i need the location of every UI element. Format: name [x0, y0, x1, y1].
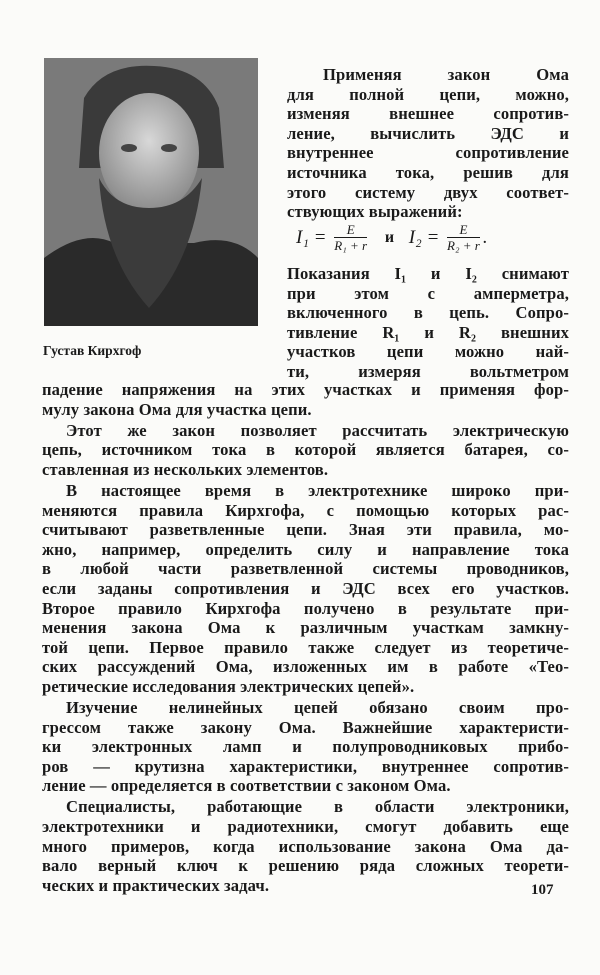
text-line: ческих и практических задач. [42, 875, 270, 895]
numerator-2: E [447, 222, 480, 238]
denominator-2: R₂ + r [447, 238, 480, 253]
fraction-1 [334, 222, 367, 254]
formula-conjunction: и [384, 229, 395, 246]
paragraph [42, 698, 569, 796]
formula-lhs-1: I₁ = [296, 227, 327, 248]
text-line: много примеров, когда использование закона Ома да- [42, 836, 569, 856]
text-line: ки электронных ламп и полупроводниковых прибо- [42, 737, 569, 757]
text-line: тивление R₁ и R₂ внешних [287, 322, 569, 342]
text-line: этого систему двух соответ- [287, 182, 569, 202]
text-line: внутреннее сопротивление [287, 143, 569, 163]
text-line: в любой части разветвленной системы проводников, [42, 559, 569, 579]
text-line: Показания I₁ и I₂ снимают [287, 264, 569, 283]
text-line: жно, например, определить силу и направление тока [42, 539, 569, 559]
right-column-text [287, 65, 569, 222]
denominator-1: R₁ + r [334, 238, 368, 253]
text-line: ление, вычислить ЭДС и [287, 123, 569, 143]
text-line: ставленная из нескольких элементов. [42, 459, 329, 479]
text-line: цепь, источником тока в которой является батарея, со- [42, 440, 569, 460]
text-line: менения закона Ома к различным участкам замкну- [42, 618, 569, 638]
text-line: считывают разветвленные цепи. Зная эти правила, мо- [42, 520, 569, 540]
text-line: ских рассуждений Ома, изложенных им в работе «Тео- [42, 657, 569, 677]
text-line: участков цепи можно най- [287, 342, 569, 362]
portrait-illustration [44, 58, 258, 326]
numerator-1: E [334, 222, 367, 238]
paragraph [42, 421, 569, 480]
text-line: грессом также закону Ома. Важнейшие характеристи- [42, 717, 569, 737]
text-line: при этом с амперметра, [287, 283, 569, 303]
paragraph [42, 380, 569, 419]
text-line: электротехники и радиотехники, смогут добавить еще [42, 817, 569, 837]
text-line: источника тока, решив для [287, 162, 569, 182]
text-line: Изучение нелинейных цепей обязано своим про- [66, 698, 569, 717]
paragraph [42, 481, 569, 697]
text-line: Применяя закон Ома [323, 65, 569, 84]
text-line: меняются правила Кирхгофа, с помощью которых рас- [42, 500, 569, 520]
text-line: ствующих выражений: [287, 202, 463, 222]
text-line: падение напряжения на этих участках и применяя фор- [42, 380, 569, 399]
formula [296, 222, 571, 262]
text-line: ретические исследования электрических цепей». [42, 676, 415, 696]
text-line: включенного в цепь. Сопро- [287, 303, 569, 323]
fraction-2 [447, 222, 480, 254]
text-line: Специалисты, работающие в области электроники, [66, 797, 569, 817]
text-line: Этот же закон позволяет рассчитать электрическую [66, 420, 569, 440]
portrait-photo [44, 58, 258, 326]
text-line: ров — крутизна характеристики, внутреннее сопротив- [42, 756, 569, 776]
page-number: 107 [531, 882, 554, 898]
main-text [42, 380, 569, 897]
text-line: если заданы сопротивления и ЭДС всех его участков. [42, 578, 569, 598]
text-line: той цепи. Первое правило также следует из теоретиче- [42, 637, 569, 657]
text-line: мулу закона Ома для участка цепи. [42, 399, 312, 419]
paragraph [42, 797, 569, 895]
text-line: В настоящее время в электротехнике широко при- [66, 480, 569, 500]
right-column-text-continued [287, 264, 569, 382]
text-line: вало верный ключ к решению ряда сложных теорети- [42, 856, 569, 876]
text-line: ление — определяется в соответствии с законом Ома. [42, 776, 451, 796]
formula-lhs-2: I₂ = [408, 227, 440, 248]
text-line: для полной цепи, можно, [287, 84, 569, 104]
text-line: изменяя внешнее сопротив- [287, 104, 569, 124]
text-line: Второе правило Кирхгофа получено в результате при- [42, 598, 569, 618]
text-line: ти, измеряя вольтметром [287, 361, 569, 381]
figure-caption: Густав Кирхгоф [43, 343, 142, 358]
formula-period: . [482, 227, 488, 248]
